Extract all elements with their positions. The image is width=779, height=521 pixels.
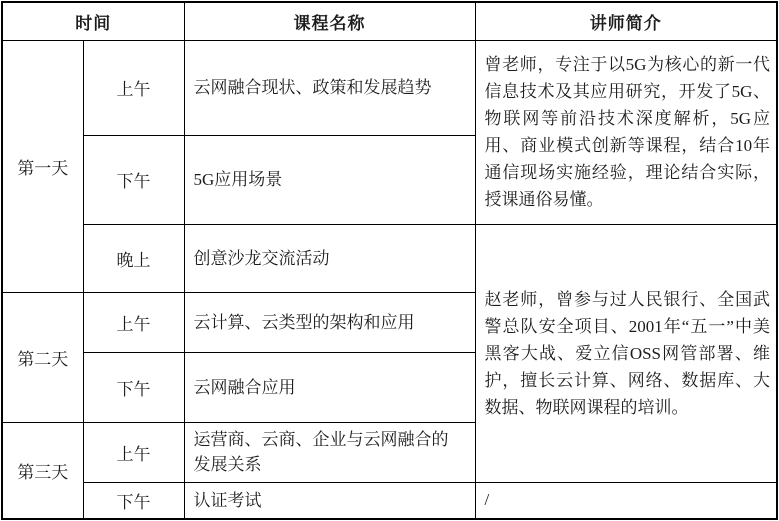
header-instructor-intro: 讲师简介 [475, 2, 777, 40]
day-3-morning-period: 上午 [83, 422, 184, 482]
day-3-afternoon-course: 认证考试 [184, 482, 475, 519]
day-1-afternoon-period: 下午 [83, 135, 184, 224]
day-1-evening-course: 创意沙龙交流活动 [184, 224, 475, 292]
day-2-label: 第二天 [2, 292, 83, 422]
day-2-afternoon-course: 云网融合应用 [184, 352, 475, 422]
table-row [2, 40, 777, 135]
table-header-row [2, 2, 777, 40]
day-1-afternoon-course: 5G应用场景 [184, 135, 475, 224]
course-schedule-table [1, 1, 778, 520]
instructor-bio-2: 赵老师，曾参与过人民银行、全国武警总队安全项目、2001年“五一”中美黑客大战、爱立信OSS网管部署、维护，擅长云计算、网络、数据库、大数据、物联网课程的培训。 [475, 224, 777, 482]
day-1-morning-course: 云网融合现状、政策和发展趋势 [184, 40, 475, 135]
header-time: 时间 [2, 2, 184, 40]
table-row [2, 482, 777, 519]
day-1-morning-period: 上午 [83, 40, 184, 135]
day-1-evening-period: 晚上 [83, 224, 184, 292]
instructor-bio-1: 曾老师，专注于以5G为核心的新一代信息技术及其应用研究，开发了5G、物联网等前沿技术深度解析，5G应用、商业模式创新等课程，结合10年通信现场实施经验，理论结合实际，授课通俗易懂。 [475, 40, 777, 224]
table-row [2, 224, 777, 292]
day-1-label: 第一天 [2, 40, 83, 292]
day-2-morning-course: 云计算、云类型的架构和应用 [184, 292, 475, 352]
header-course-name: 课程名称 [184, 2, 475, 40]
day-3-label: 第三天 [2, 422, 83, 519]
day-3-morning-course: 运营商、云商、企业与云网融合的发展关系 [184, 422, 475, 482]
day-2-morning-period: 上午 [83, 292, 184, 352]
day-3-afternoon-period: 下午 [83, 482, 184, 519]
day-2-afternoon-period: 下午 [83, 352, 184, 422]
instructor-bio-none: / [475, 482, 777, 519]
